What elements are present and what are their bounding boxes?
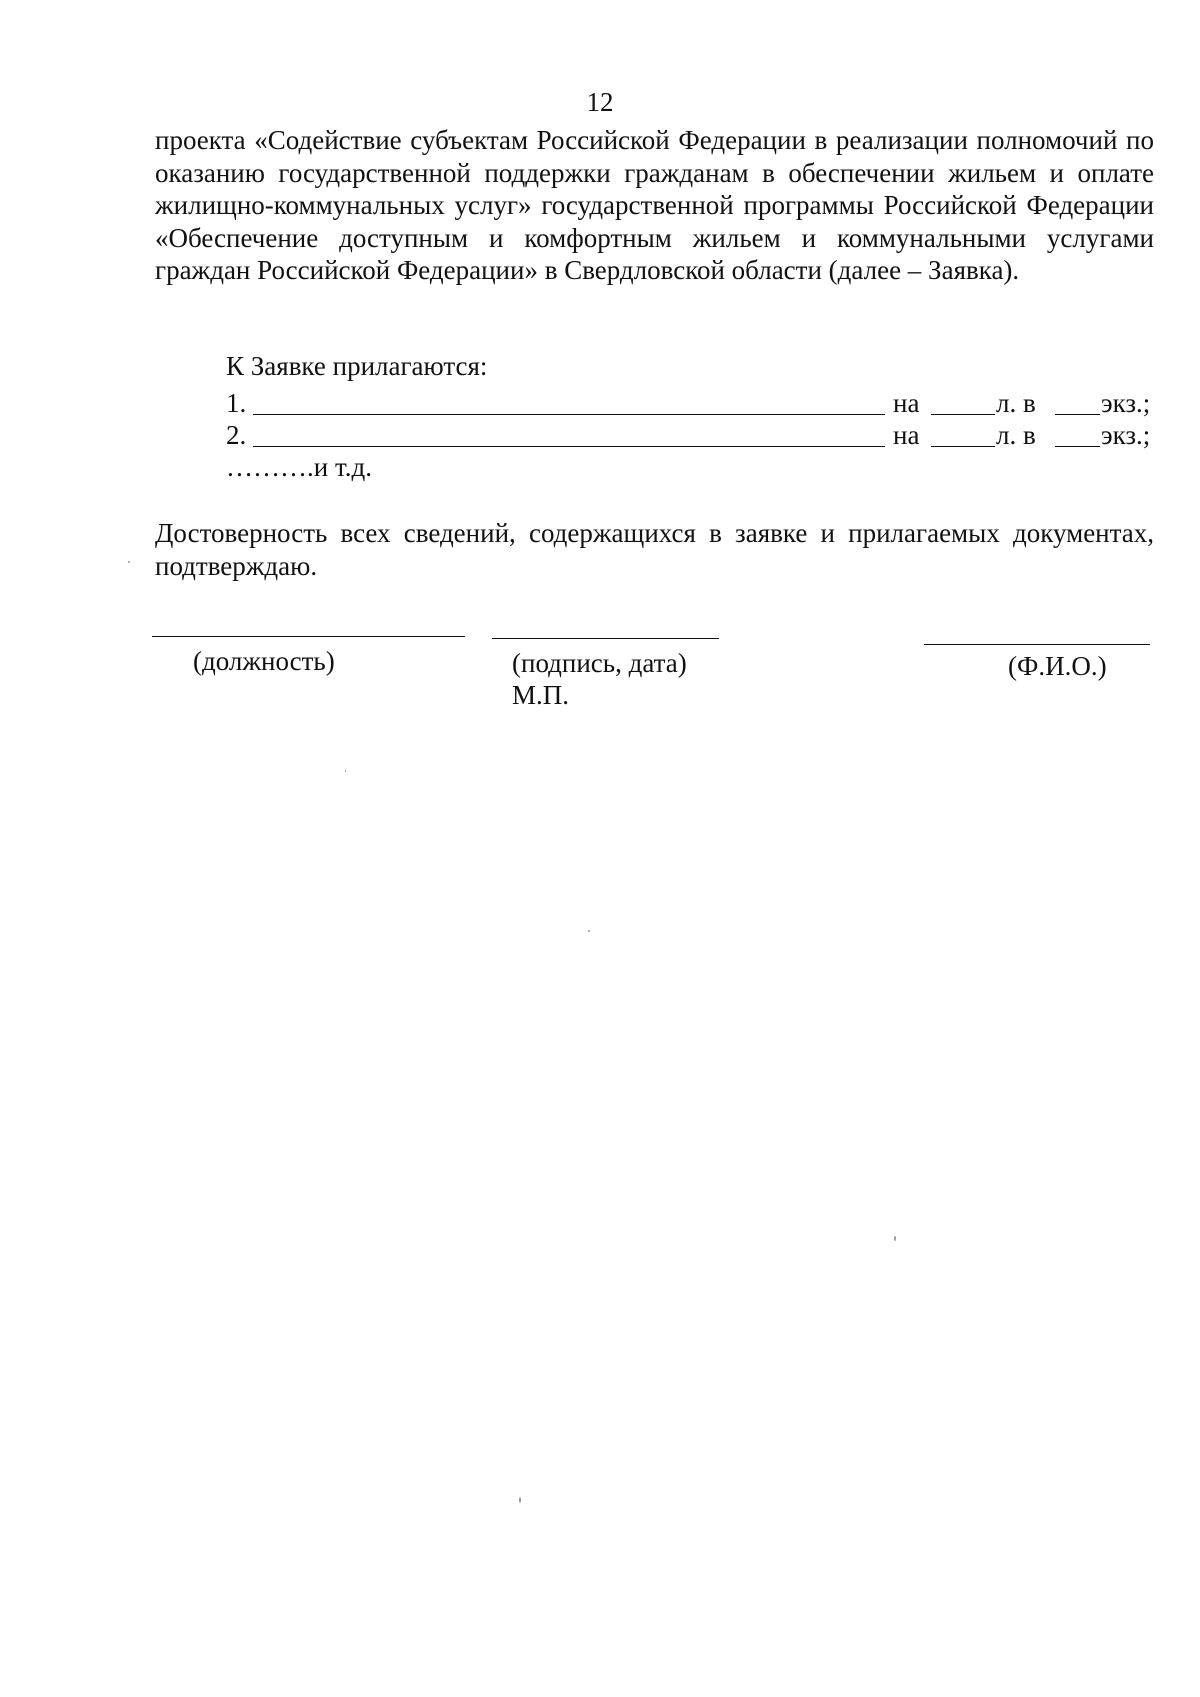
full-name-signature-line <box>924 644 1150 645</box>
attachments-heading: К Заявке прилагаются: <box>226 351 488 381</box>
full-name-label: (Ф.И.О.) <box>1008 651 1107 681</box>
scan-speck <box>345 770 346 772</box>
attachment-number: 1. <box>226 388 247 418</box>
position-signature-line <box>152 636 465 637</box>
attachment-name-blank <box>253 419 885 447</box>
sheets-count-blank <box>931 387 995 415</box>
copies-count-blank <box>1055 387 1100 415</box>
scan-speck <box>128 561 130 563</box>
page-number: 12 <box>586 87 614 117</box>
sheets-suffix: л. в <box>996 420 1036 450</box>
body-paragraph: проекта «Содействие субъектам Российской Федерации в реализации полномочий по оказанию государственной поддержки гражданам в обеспечении жильем и оплате жилищно-коммунальных услуг» государственной программы Российской Федерации «Обеспечение доступным и комфортным жильем и коммунальными услугами граждан Российской Федерации» в Свердловской области (далее – Заявка). <box>155 125 1154 286</box>
attachment-na-label: на <box>893 388 920 418</box>
position-label: (должность) <box>193 646 335 676</box>
copies-suffix: экз.; <box>1101 420 1151 450</box>
sheets-suffix: л. в <box>996 388 1036 418</box>
attachment-name-blank <box>253 387 885 415</box>
scan-speck <box>588 930 590 932</box>
scan-speck <box>519 1497 521 1503</box>
sheets-count-blank <box>931 419 995 447</box>
copies-suffix: экз.; <box>1101 388 1151 418</box>
signature-date-label: (подпись, дата) <box>512 648 687 678</box>
stamp-label: М.П. <box>512 680 570 710</box>
attachment-row-2 <box>226 419 1154 451</box>
scan-speck <box>894 1236 896 1241</box>
signature-line <box>492 638 719 639</box>
attachment-na-label: на <box>893 420 920 450</box>
attachment-row-1 <box>226 387 1154 419</box>
copies-count-blank <box>1055 419 1100 447</box>
confirmation-paragraph: Достоверность всех сведений, содержащихся в заявке и прилагаемых документах, подтверждаю. <box>155 518 1154 581</box>
attachment-number: 2. <box>226 420 247 450</box>
attachments-etc: ……….и т.д. <box>226 452 372 482</box>
